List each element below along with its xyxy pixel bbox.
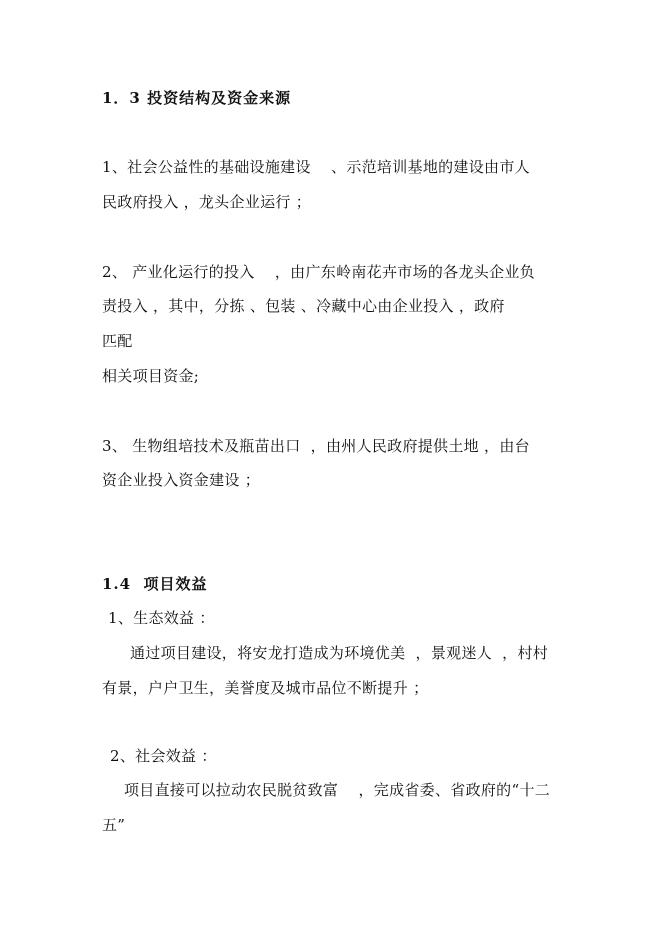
- ecological-benefit-line-2: 有景，户户卫生，美誉度及城市品位不断提升 ；: [102, 679, 429, 697]
- social-benefit-line-2: 五”: [102, 816, 126, 834]
- paragraph-3-line-2: 资企业投入资金建设 ；: [102, 471, 261, 489]
- paragraph-3-line-1: 3、 生物组培技术及瓶苗出口 ，由州人民政府提供土地 ，由台: [102, 437, 530, 455]
- section-heading-1-3: 1．3 投资结构及资金来源: [102, 89, 292, 107]
- paragraph-1-line-1: 1、社会公益性的基础设施建设 、示范培训基地的建设由市人: [102, 158, 530, 176]
- ecological-benefit-label: 1、生态效益 ：: [108, 609, 215, 627]
- paragraph-2-line-3: 匹配: [102, 332, 133, 350]
- paragraph-2-line-1: 2、 产业化运行的投入 ，由广东岭南花卉市场的各龙头企业负: [102, 263, 535, 281]
- paragraph-2-line-2: 责投入 ，其中，分拣 、包装 、冷藏中心由企业投入 ，政府: [102, 297, 505, 315]
- section-heading-1-4: 1.4 项目效益: [102, 575, 208, 593]
- ecological-benefit-line-1: 通过项目建设，将安龙打造成为环境优美 ，景观迷人 ，村村: [130, 644, 549, 662]
- social-benefit-line-1: 项目直接可以拉动农民脱贫致富 ，完成省委、省政府的“十二: [124, 781, 551, 799]
- paragraph-1-line-2: 民政府投入 ，龙头企业运行 ；: [102, 193, 312, 211]
- paragraph-2-line-4: 相关项目资金;: [102, 367, 200, 385]
- social-benefit-label: 2、社会效益 ：: [110, 747, 217, 765]
